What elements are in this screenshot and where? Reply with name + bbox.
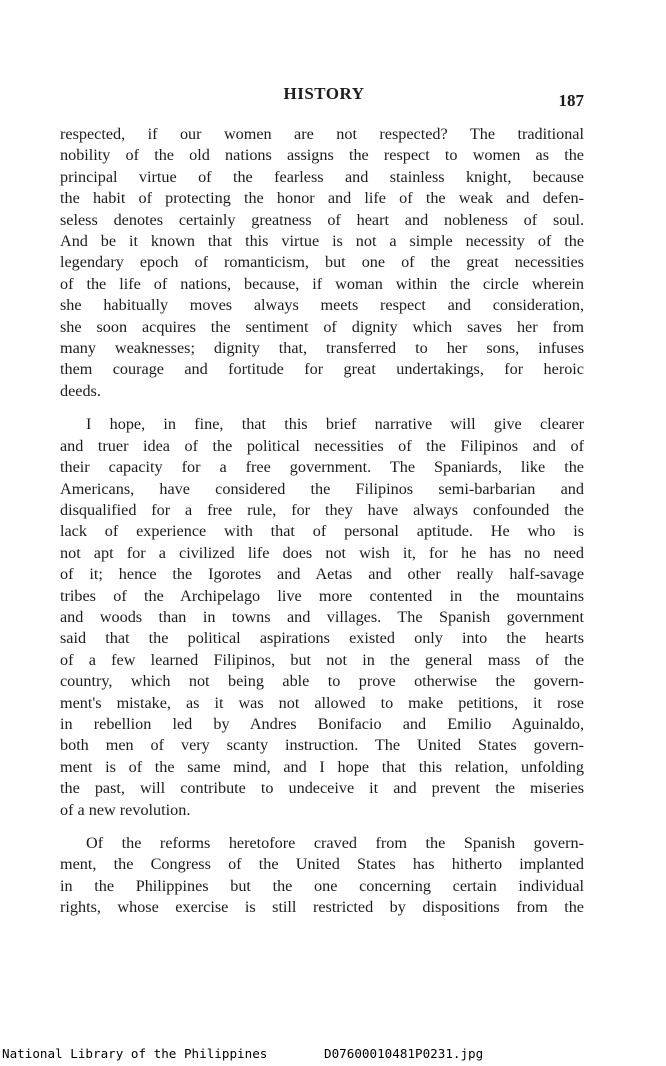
text-line: ment is of the same mind, and I hope that this relation, unfolding <box>60 757 584 776</box>
text-line: I hope, in fine, that this brief narrative will give clearer <box>86 415 584 434</box>
text-line: both men of very scanty instruction. The United States govern- <box>60 736 584 755</box>
paragraph-3 <box>60 833 584 919</box>
text-line: legendary epoch of romanticism, but one of the great necessities <box>60 253 584 272</box>
text-line: and truer idea of the political necessities of the Filipinos and of <box>60 436 584 455</box>
footer-source: National Library of the Philippines <box>2 1046 268 1061</box>
text-line: of it; hence the Igorotes and Aetas and other really half-savage <box>60 565 584 584</box>
text-line: many weaknesses; dignity that, transferred to her sons, infuses <box>60 339 584 358</box>
text-line: tribes of the Archipelago live more contented in the mountains <box>60 586 584 605</box>
text-line: And be it known that this virtue is not a simple necessity of the <box>60 232 584 251</box>
text-line: said that the political aspirations existed only into the hearts <box>60 629 584 648</box>
footer-filename: D07600010481P0231.jpg <box>324 1046 484 1061</box>
text-line: and woods than in towns and villages. The Spanish government <box>60 607 584 626</box>
paragraph-2 <box>60 414 584 821</box>
page-number: 187 <box>558 91 584 110</box>
text-line: the past, will contribute to undeceive it and prevent the miseries <box>60 779 584 798</box>
text-line: deeds. <box>60 381 101 400</box>
text-line: nobility of the old nations assigns the respect to women as the <box>60 146 584 165</box>
text-line: of the life of nations, because, if woman within the circle wherein <box>60 274 584 293</box>
text-line: seless denotes certainly greatness of heart and nobleness of soul. <box>60 210 584 229</box>
text-line: she soon acquires the sentiment of dignity which saves her from <box>60 317 584 336</box>
page-header <box>60 84 588 112</box>
text-line: respected, if our women are not respected? The traditional <box>60 125 584 143</box>
text-line: not apt for a civilized life does not wish it, for he has no need <box>60 543 584 562</box>
text-line: in the Philippines but the one concerning certain individual <box>60 876 584 895</box>
text-line: principal virtue of the fearless and stainless knight, because <box>60 167 584 186</box>
running-title: HISTORY <box>283 84 365 103</box>
text-line: in rebellion led by Andres Bonifacio and Emilio Aguinaldo, <box>60 714 584 733</box>
paragraph-1 <box>60 124 584 402</box>
text-line: Of the reforms heretofore craved from the Spanish govern- <box>86 834 584 852</box>
text-line: their capacity for a free government. The Spaniards, like the <box>60 458 584 477</box>
body-text <box>60 124 584 919</box>
text-line: she habitually moves always meets respect and consideration, <box>60 296 584 315</box>
text-line: ment's mistake, as it was not allowed to make petitions, it rose <box>60 693 584 712</box>
text-line: the habit of protecting the honor and life of the weak and defen- <box>60 189 584 208</box>
text-line: them courage and fortitude for great undertakings, for heroic <box>60 360 584 379</box>
scan-footer <box>2 1046 666 1064</box>
text-line: of a few learned Filipinos, but not in the general mass of the <box>60 650 584 669</box>
text-line: of a new revolution. <box>60 800 191 819</box>
text-line: disqualified for a free rule, for they have always confounded the <box>60 500 584 519</box>
text-line: lack of experience with that of personal aptitude. He who is <box>60 522 584 541</box>
text-line: Americans, have considered the Filipinos semi-barbarian and <box>60 479 584 498</box>
text-line: rights, whose exercise is still restricted by dispositions from the <box>60 898 584 917</box>
text-line: ment, the Congress of the United States has hitherto implanted <box>60 855 584 874</box>
text-line: country, which not being able to prove otherwise the govern- <box>60 672 584 691</box>
